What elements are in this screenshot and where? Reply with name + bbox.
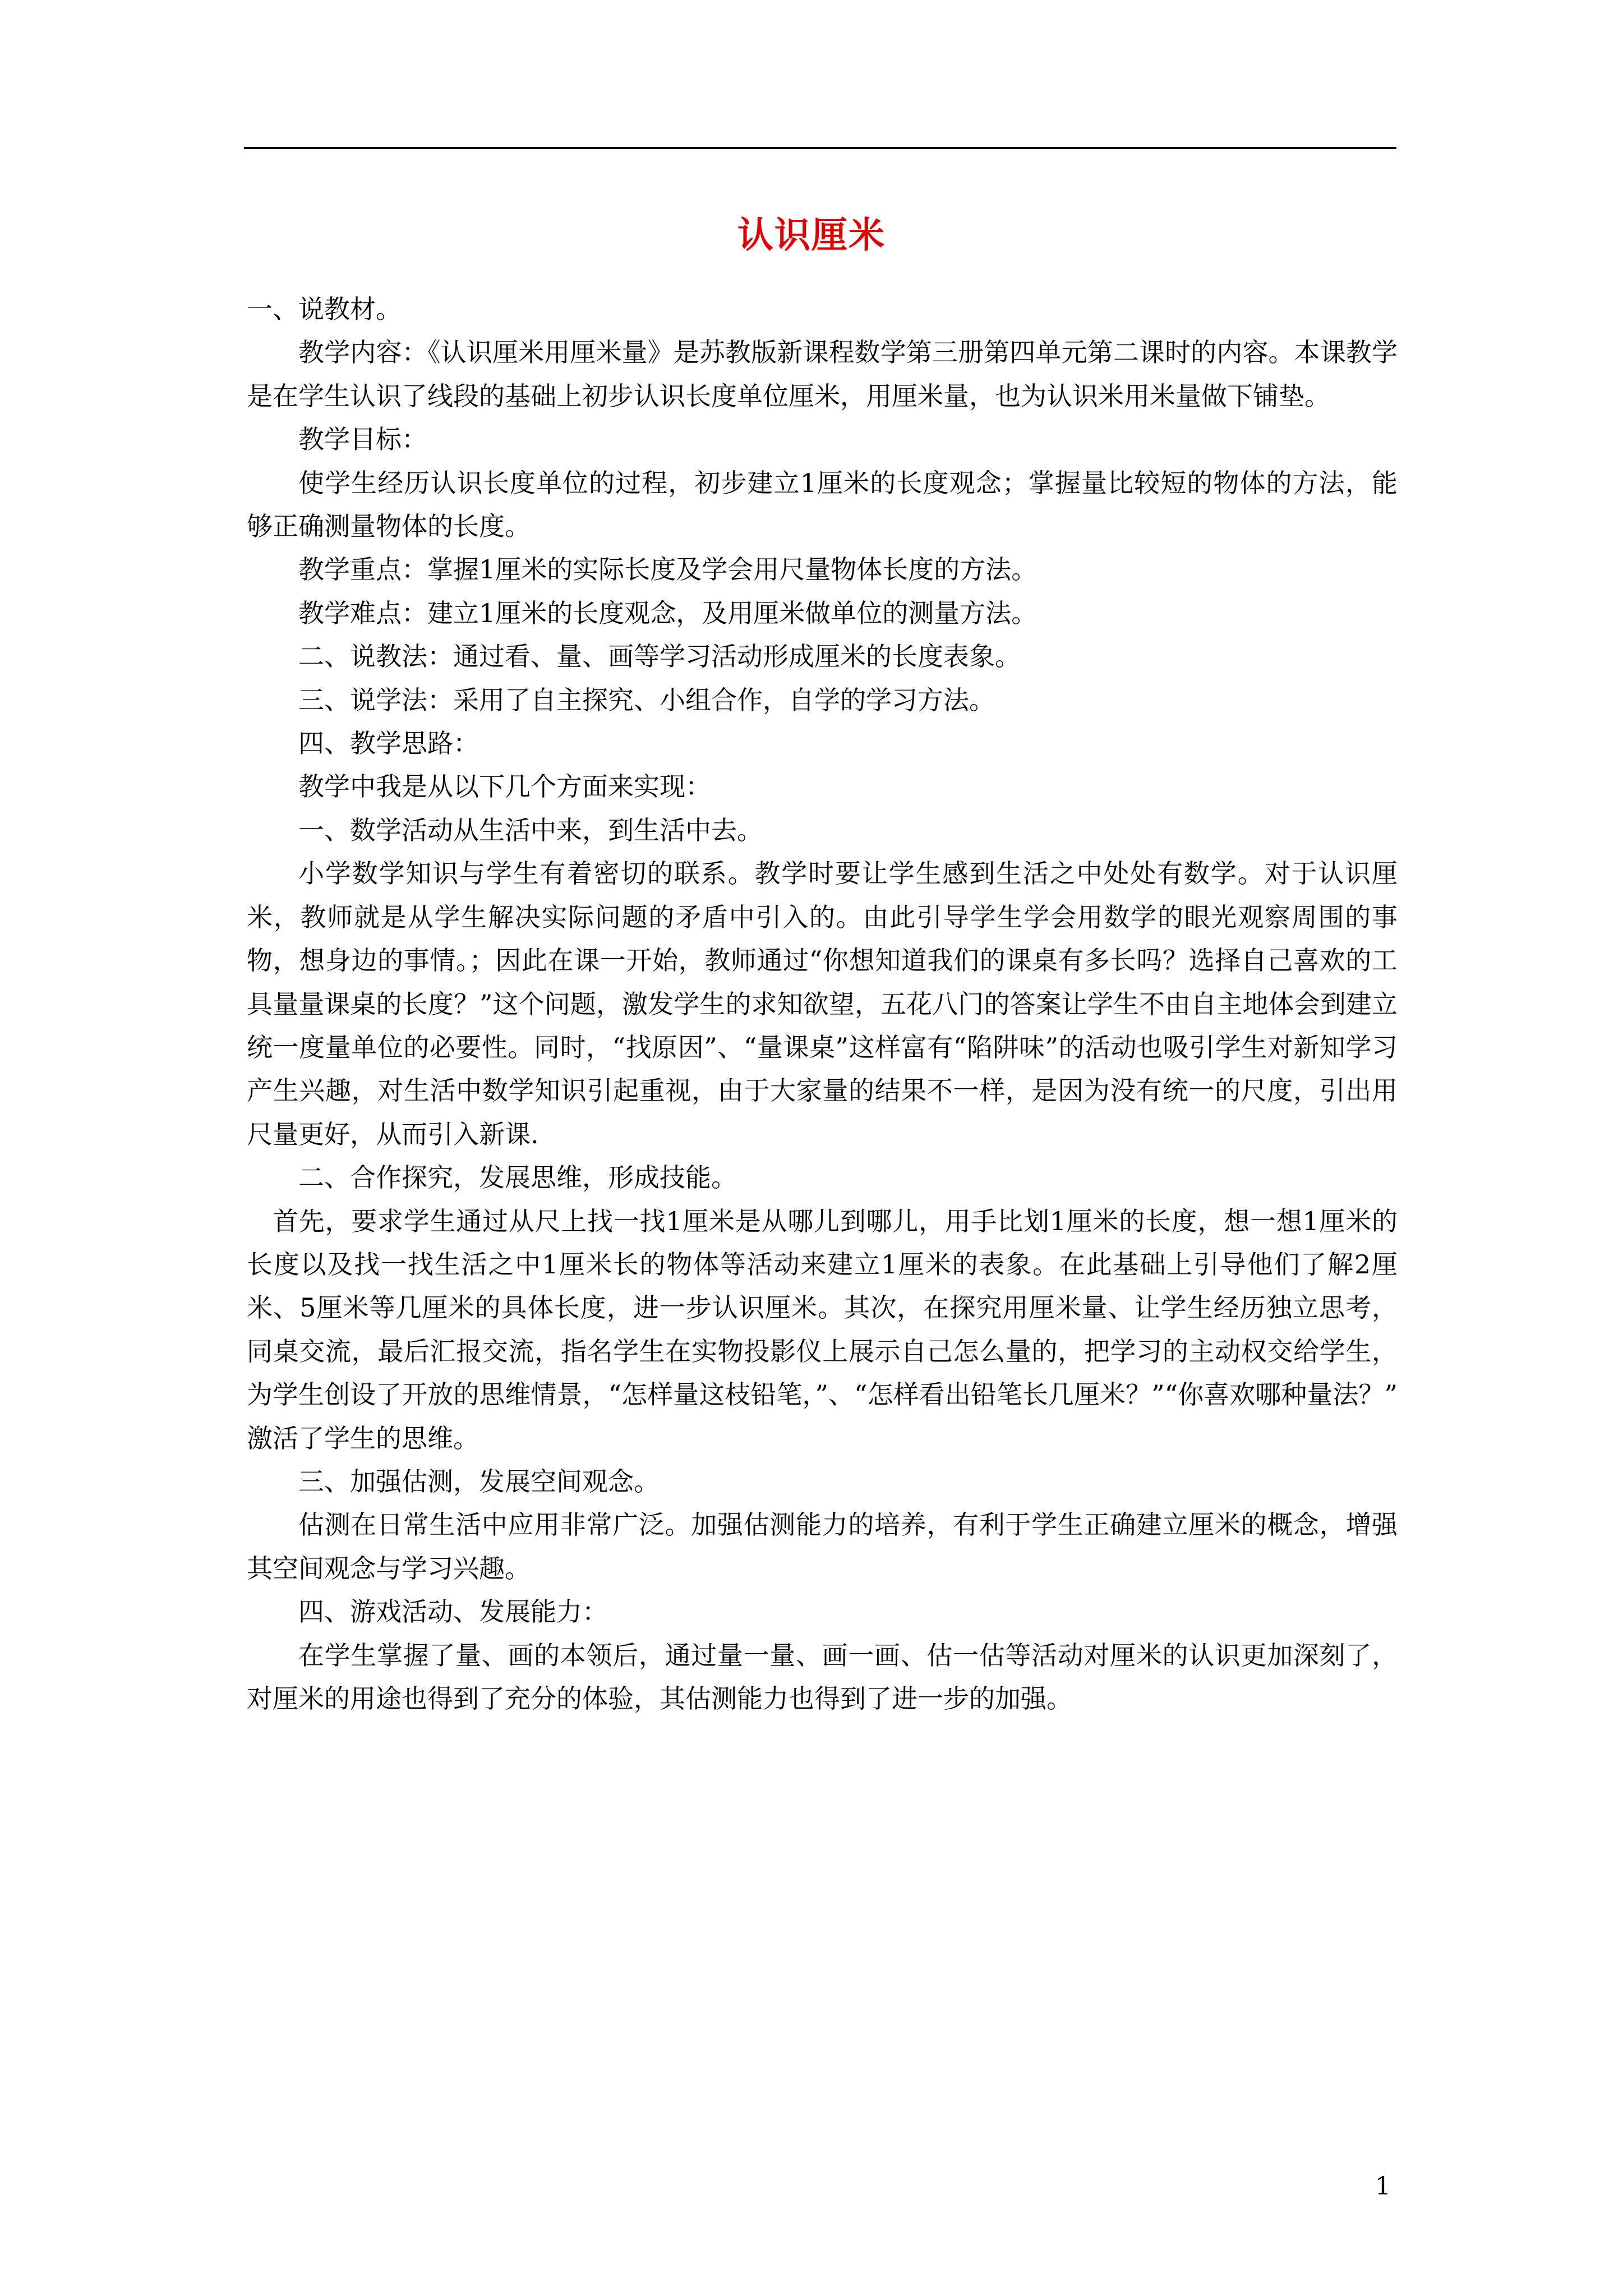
section-heading-textbook: 一、说教材。 xyxy=(247,294,402,324)
document-title: 认识厘米 xyxy=(737,214,886,256)
paragraph-teaching-method: 二、说教法：通过看、量、画等学习活动形成厘米的长度表象。 xyxy=(298,641,1021,672)
paragraph-teaching-goal: 使学生经历认识长度单位的过程，初步建立1厘米的长度观念；掌握量比较短的物体的方法，能够正确测量物体的长度。 xyxy=(247,467,1398,542)
paragraph-cooperation-detail: 首先，要求学生通过从尺上找一找1厘米是从哪儿到哪儿，用手比划1厘米的长度，想一想1厘米的长度以及找一找生活之中1厘米长的物体等活动来建立1厘米的表象。在此基础上引导他们了解2厘米、5厘米等几厘米的具体长度，进一步认识厘米。其次，在探究用厘米量、让学生经历独立思考，同桌交流，最后汇报交流，指名学生在实物投影仪上展示自己怎么量的，把学习的主动权交给学生，为学生创设了开放的思维情景，“怎样量这枝铅笔，”、“怎样看出铅笔长几厘米？”“你喜欢哪种量法？” 激活了学生的思维。 xyxy=(247,1205,1398,1453)
paragraph-learning-method: 三、说学法：采用了自主探究、小组合作，自学的学习方法。 xyxy=(298,684,995,715)
paragraph-heading-cooperation: 二、合作探究，发展思维，形成技能。 xyxy=(298,1162,737,1193)
paragraph-heading-games: 四、游戏活动、发展能力： xyxy=(298,1596,608,1627)
paragraph-teaching-goal-label: 教学目标： xyxy=(298,424,427,455)
paragraph-games-detail: 在学生掌握了量、画的本领后，通过量一量、画一画、估一估等活动对厘米的认识更加深刻了，对厘米的用途也得到了充分的体验，其估测能力也得到了进一步的加强。 xyxy=(247,1640,1398,1714)
paragraph-life-detail: 小学数学知识与学生有着密切的联系。教学时要让学生感到生活之中处处有数学。对于认识厘米，教师就是从学生解决实际问题的矛盾中引入的。由此引导学生学会用数学的眼光观察周围的事物，想身边的事情。；因此在课一开始，教师通过“你想知道我们的课桌有多长吗？选择自己喜欢的工具量量课桌的长度？”这个问题，激发学生的求知欲望，五花八门的答案让学生不由自主地体会到建立统一度量单位的必要性。同时，“找原因”、“量课桌”这样富有“陷阱味”的活动也吸引学生对新知学习产生兴趣，对生活中数学知识引起重视，由于大家量的结果不一样，是因为没有统一的尺度，引出用尺量更好，从而引入新课. xyxy=(247,858,1398,1149)
paragraph-heading-life: 一、数学活动从生活中来，到生活中去。 xyxy=(298,815,763,845)
paragraph-estimation-detail: 估测在日常生活中应用非常广泛。加强估测能力的培养，有利于学生正确建立厘米的概念，增强其空间观念与学习兴趣。 xyxy=(247,1510,1398,1584)
paragraph-teaching-approach-label: 四、教学思路： xyxy=(298,728,479,759)
paragraph-heading-estimation: 三、加强估测，发展空间观念。 xyxy=(298,1466,660,1497)
paragraph-difficult-point: 教学难点：建立1厘米的长度观念，及用厘米做单位的测量方法。 xyxy=(298,597,1038,628)
header-rule xyxy=(244,147,1396,149)
document-body xyxy=(247,288,1398,1720)
paragraph-key-point: 教学重点：掌握1厘米的实际长度及学会用尺量物体长度的方法。 xyxy=(298,554,1038,585)
page-number: 1 xyxy=(1375,2172,1391,2201)
paragraph-teaching-content: 教学内容：《认识厘米用厘米量》是苏教版新课程数学第三册第四单元第二课时的内容。本课教学是在学生认识了线段的基础上初步认识长度单位厘米，用厘米量，也为认识米用米量做下铺垫。 xyxy=(247,337,1398,411)
paragraph-approach-intro: 教学中我是从以下几个方面来实现： xyxy=(298,771,711,802)
